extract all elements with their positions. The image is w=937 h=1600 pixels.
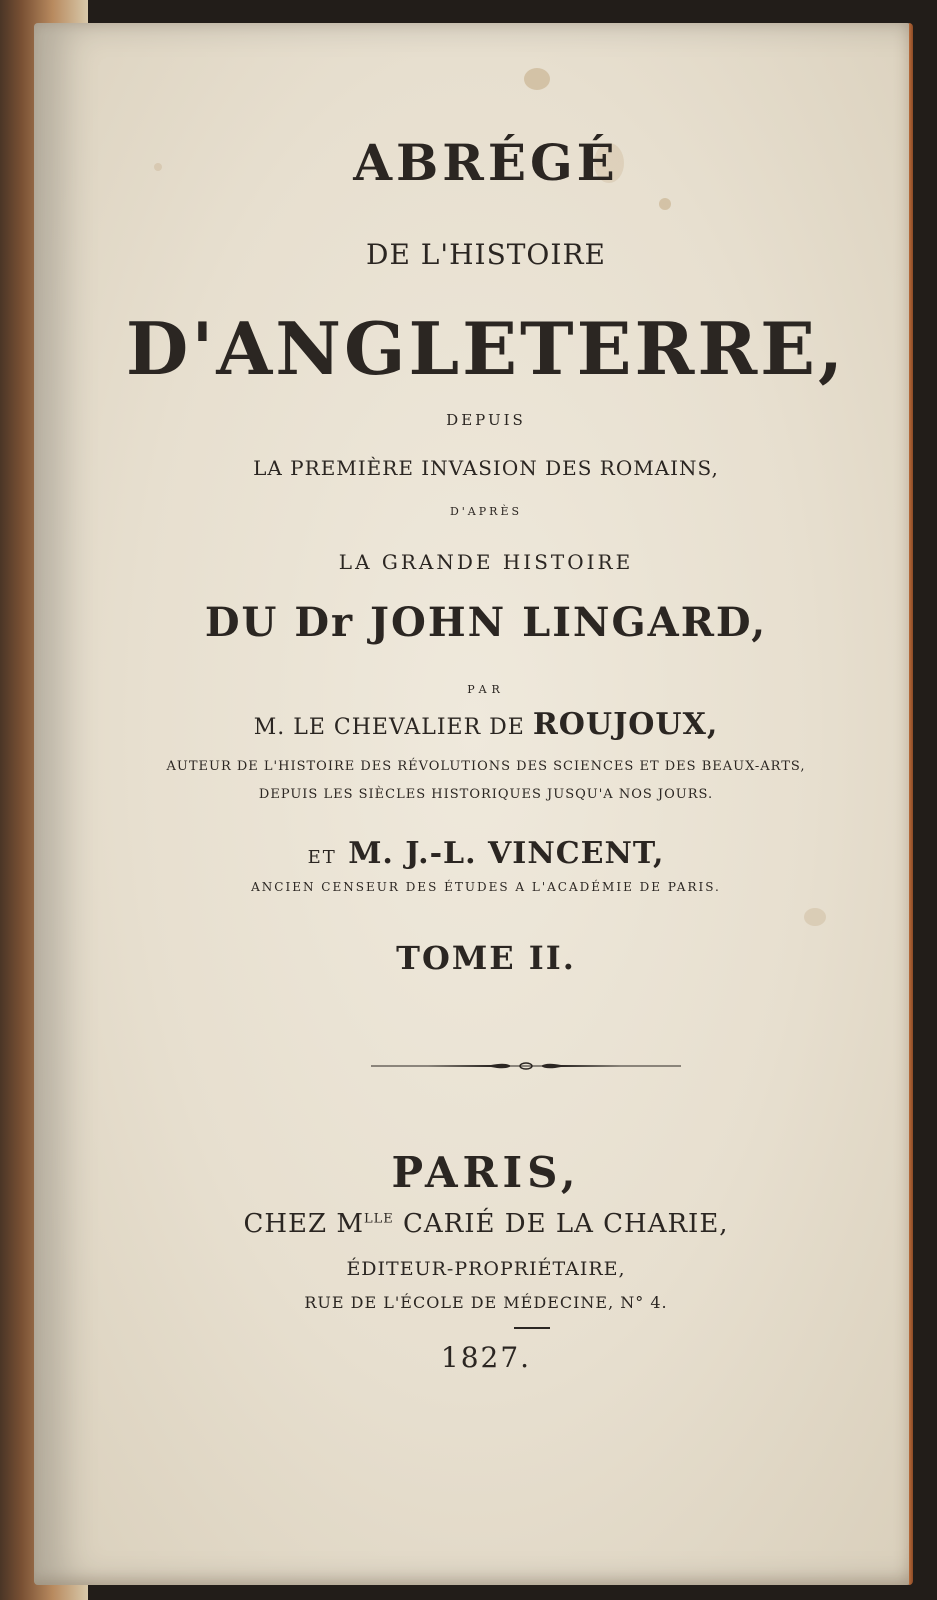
year-rule bbox=[514, 1327, 550, 1329]
subtitle-invasion: LA PREMIÈRE INVASION DES ROMAINS, bbox=[253, 456, 719, 480]
subtitle-depuis: DEPUIS bbox=[446, 411, 526, 429]
imprint-role: ÉDITEUR-PROPRIÉTAIRE, bbox=[346, 1258, 626, 1280]
imprint-address: RUE DE L'ÉCOLE DE MÉDECINE, N° 4. bbox=[304, 1293, 668, 1312]
imprint-publisher-sup: LLE bbox=[363, 1211, 394, 1227]
title-page bbox=[34, 23, 913, 1585]
ornamental-rule bbox=[371, 1059, 681, 1073]
author-roujoux bbox=[96, 707, 876, 742]
subtitle-lingard: DU Dr JOHN LINGARD, bbox=[204, 599, 768, 646]
title-line-angleterre: D'ANGLETERRE, bbox=[125, 306, 847, 391]
subtitle-dapres: D'APRÈS bbox=[449, 505, 523, 518]
imprint-publisher bbox=[96, 1209, 876, 1239]
author-vincent-description: ANCIEN CENSEUR DES ÉTUDES A L'ACADÉMIE DE PARIS. bbox=[251, 880, 721, 894]
label-par: PAR bbox=[467, 683, 505, 696]
title-line-histoire: DE L'HISTOIRE bbox=[366, 238, 606, 271]
title-page-text bbox=[96, 23, 876, 1585]
author-roujoux-name: ROUJOUX, bbox=[532, 707, 719, 742]
subtitle-grande-histoire: LA GRANDE HISTOIRE bbox=[338, 550, 634, 574]
page-edge bbox=[909, 23, 913, 1585]
author-vincent-name: M. J.-L. VINCENT, bbox=[348, 836, 665, 871]
imprint-city: PARIS, bbox=[391, 1148, 581, 1197]
author-roujoux-prefix: M. LE CHEVALIER DE bbox=[253, 715, 525, 740]
author-vincent-prefix: ET bbox=[307, 847, 337, 868]
author-roujoux-description-1: AUTEUR DE L'HISTOIRE DES RÉVOLUTIONS DES SCIENCES ET DES BEAUX-ARTS, bbox=[166, 759, 806, 774]
imprint-publisher-prefix: CHEZ M bbox=[243, 1209, 364, 1239]
imprint-publisher-name: CARIÉ DE LA CHARIE, bbox=[402, 1209, 729, 1239]
author-roujoux-description-2: DEPUIS LES SIÈCLES HISTORIQUES JUSQU'A NOS JOURS. bbox=[258, 787, 714, 802]
author-vincent bbox=[96, 836, 876, 871]
imprint-year: 1827. bbox=[440, 1341, 532, 1374]
title-line-abrege: ABRÉGÉ bbox=[353, 133, 619, 192]
volume-number: TOME II. bbox=[396, 939, 576, 977]
